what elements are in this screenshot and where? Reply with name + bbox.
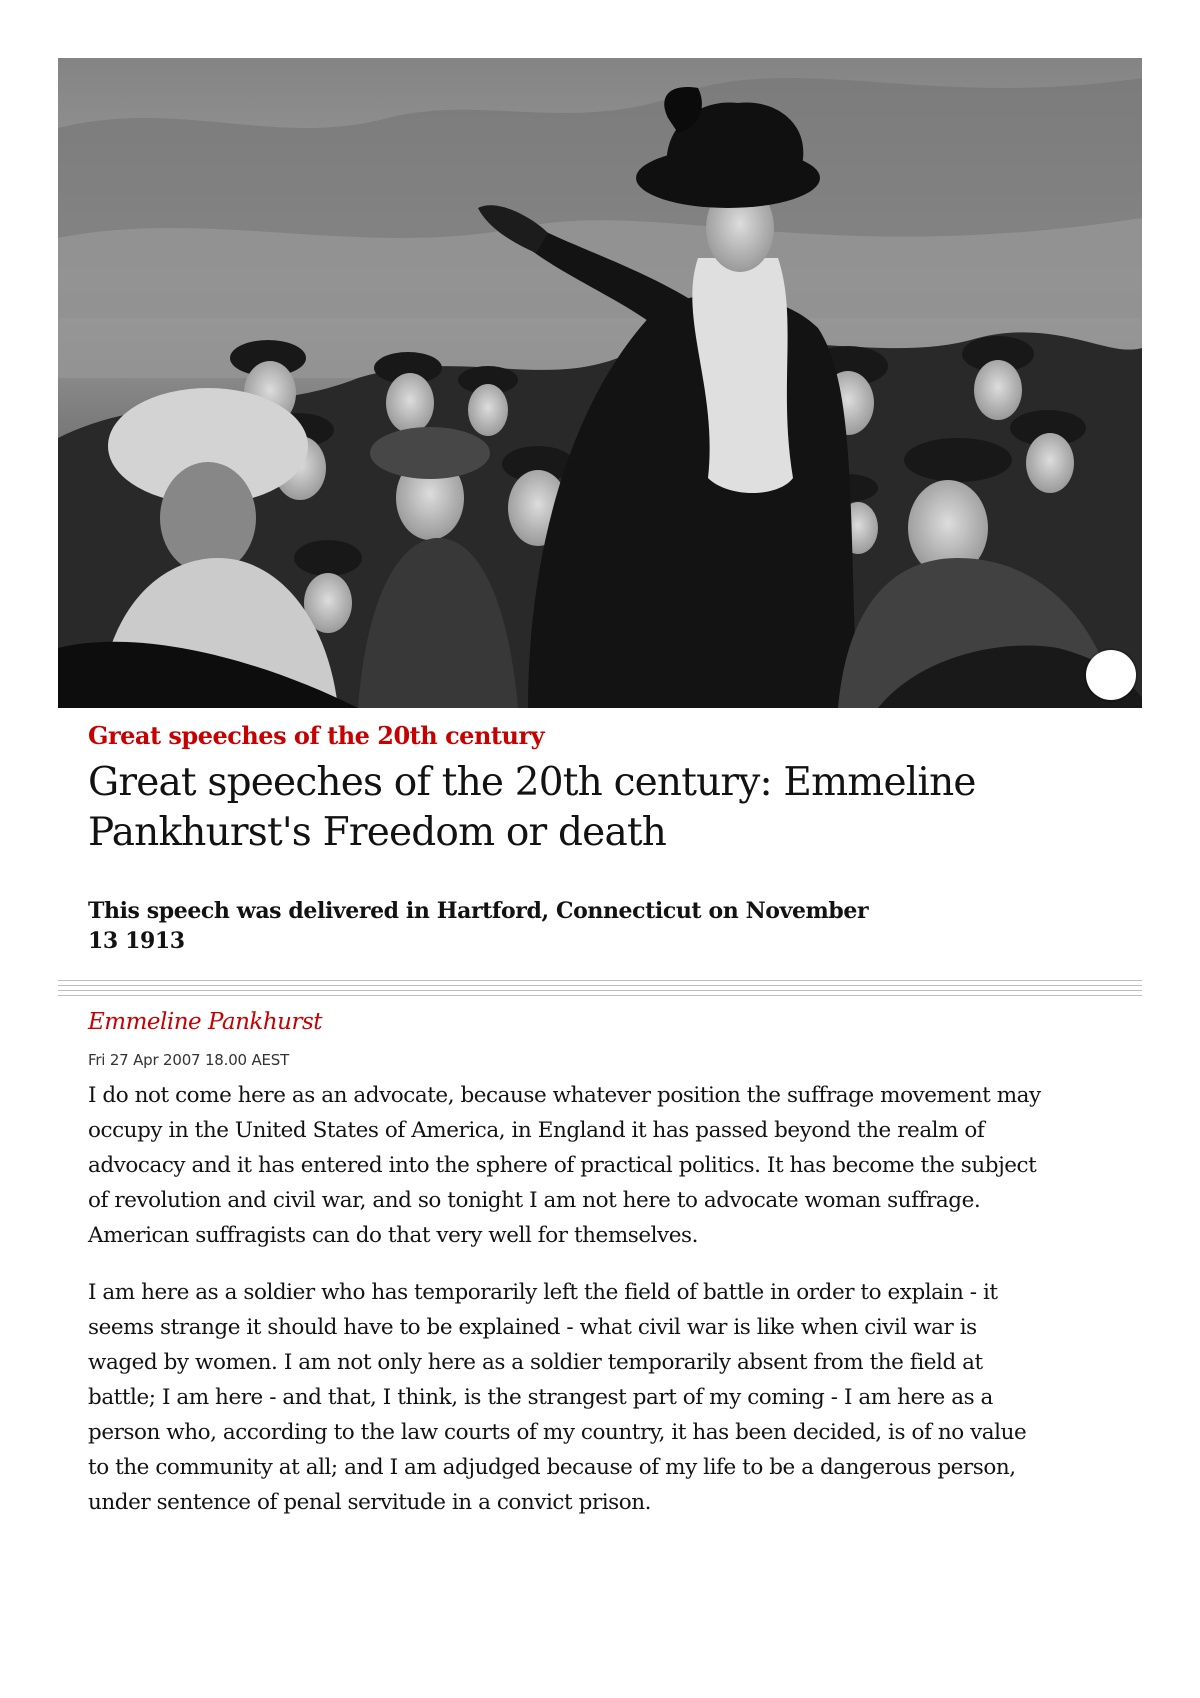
expand-icon[interactable] (1086, 650, 1136, 700)
divider-rules (58, 980, 1142, 998)
body-paragraph: I am here as a soldier who has temporarily left the field of battle in order to explain - it seems strange it should have to be explained - what civil war is like when civil war is waged by women. I am not only here as a soldier temporarily absent from the field at battle; I am here - and that, I think, is the strangest part of my coming - I am here as a person who, according to the law courts of my country, it has been decided, is of no value to the community at all; and I am adjudged because of my life to be a dangerous person, under sentence of penal servitude in a convict prison. (88, 1280, 1027, 1515)
article (58, 58, 1142, 1520)
hero-image[interactable] (58, 58, 1142, 708)
article-body (58, 1078, 1048, 1520)
headline: Great speeches of the 20th century: Emmeline Pankhurst's Freedom or death (88, 760, 976, 855)
body-paragraph: I do not come here as an advocate, because whatever position the suffrage movement may occupy in the United States of America, in England it has passed beyond the realm of advocacy and it has entered into the sphere of practical politics. It has become the subject of revolution and civil war, and so tonight I am not here to advocate woman suffrage. American suffragists can do that very well for themselves. (88, 1083, 1041, 1248)
standfirst: This speech was delivered in Hartford, Connecticut on November 13 1913 (88, 898, 869, 954)
hero-photo (58, 58, 1142, 708)
section-label[interactable]: Great speeches of the 20th century (88, 721, 545, 750)
publish-date: Fri 27 Apr 2007 18.00 AEST (88, 1051, 290, 1069)
byline-author-link[interactable]: Emmeline Pankhurst (88, 1009, 323, 1035)
